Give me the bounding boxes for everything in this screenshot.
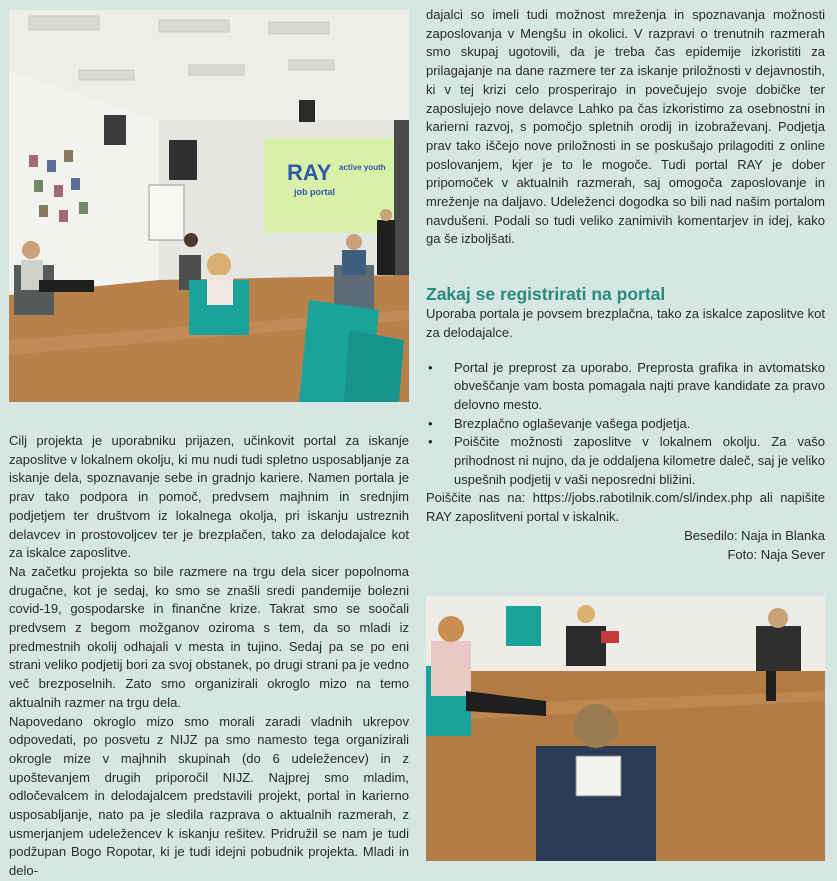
benefit-list xyxy=(426,359,825,490)
section-intro: Uporaba portala je povsem brezplačna, tako za iskalce zaposlitve kot za delodajalce. xyxy=(426,306,825,340)
screen-logo: RAY xyxy=(287,160,332,185)
photo-presentation-room xyxy=(9,10,409,402)
presentation-room-illustration xyxy=(9,10,409,402)
photo-discussion-group xyxy=(426,596,825,861)
credit-photo: Foto: Naja Sever xyxy=(727,546,825,562)
screen-subtitle: job portal xyxy=(294,187,335,197)
screen-tag: active youth xyxy=(339,163,386,172)
list-item: • Brezplačno oglaševanje vašega podjetja. xyxy=(426,415,825,434)
right-continuation-paragraph: dajalci so imeli tudi možnost mreženja in spoznavanja možnosti zaposlovanja v Mengšu in okolici. V razpravi o trenutnih razmerah smo skupaj ugotovili, da je treba čas epidemije izkoristiti za prilagajanje na dane razmere ter za iskanje priložnosti v dejavnostih, ki v tej krizi celo prosperirajo in povečujejo svoje dobičke ter zaposlujejo nove delavce Lahko pa čas izkoristimo za osebnostni in karierni razvoj, s pomočjo spletnih orodij in izobraževanj. Podjetja prav tako iščejo nove priložnosti in se poskušajo prilagoditi z online poslovanjem, kjer je to le mogoče. Tudi portal RAY je dober pripomoček v aktualnih razmerah, saj omogoča zaposlovanje in mreženje na daljavo. Udeleženci dogodka so bili nad našim portalom navdušeni. Podali so tudi veliko zanimivih komentarjev in idej, kako ga še izboljšati. xyxy=(426,7,825,247)
discussion-group-illustration xyxy=(426,596,825,861)
left-paragraph: Cilj projekta je uporabniku prijazen, učinkovit portal za iskanje zaposlitve v lokalnem okolju, ki mu nudi tudi spletno usposabljanje za iskanje dela, spoznavanje sebe in gradnjo kariere. Namen portala je prav tako podpora in pomoč, predvsem majhnim in srednjim podjetjem ter društvom iz lokalnega okolja, pri iskanju ustreznih delavcev in prostovoljcev ter je brezplačen, tako za delodajalce kot za iskalce zaposlitve. xyxy=(9,433,409,561)
left-paragraph: Napovedano okroglo mizo smo morali zaradi vladnih ukrepov odpovedati, po posvetu z NIJZ pa smo namesto tega organizirali okrogle mize v majhnih skupinah (do 6 udeležencev) in z upoštevanjem drugih priporočil NIJZ. Najprej smo mladim, odločevalcem in delodajalcem predstavili projekt, portal in karierno usposabljanje, nato pa je sledila razprava o aktualnih razmerah, z usmerjanjem udeležencev k iskanju rešitev. Pridružil se nam je tudi podžupan Bogo Ropotar, ki je tudi idejni pobudnik projekta. Mladi in delo- xyxy=(9,713,409,879)
list-item: • Portal je preprost za uporabo. Preprosta grafika in avtomatsko obveščanje vam bosta pomagala najti prave kandidate za pravo delovno mesto. xyxy=(426,359,825,415)
closing-paragraph: Poiščite nas na: https://jobs.rabotilnik.com/sl/index.php ali napišite RAY zaposlitveni portal v iskalnik. xyxy=(426,490,825,525)
right-article-column xyxy=(426,6,825,564)
left-article-column xyxy=(9,432,409,881)
list-item: • Poiščite možnosti zaposlitve v lokalnem okolju. Za vašo prihodnost ni nujno, da je oddaljena kilometre daleč, saj je veliko uspešnih podjetij v vaši neposredni bližini. xyxy=(426,433,825,489)
section-heading: Zakaj se registrirati na portal xyxy=(426,284,666,305)
credit-text: Besedilo: Naja in Blanka xyxy=(684,527,825,543)
left-paragraph: Na začetku projekta so bile razmere na trgu dela sicer popolnoma drugačne, kot je sedaj, ko smo se znašli sredi pandemije bolezni covid-19, gospodarske in finančne krize. Takrat smo se soočali predvsem z begom možganov oziroma s tem, da so mladi iz predmestnih okolij odhajali v mesta in tujino. Sedaj pa se po eni strani veliko podjetij bori za svoj obstanek, po drugi strani pa je vedno več brezposelnih. Zato smo organizirali okroglo mizo na temo aktualnih razmer na trgu dela. xyxy=(9,563,409,710)
